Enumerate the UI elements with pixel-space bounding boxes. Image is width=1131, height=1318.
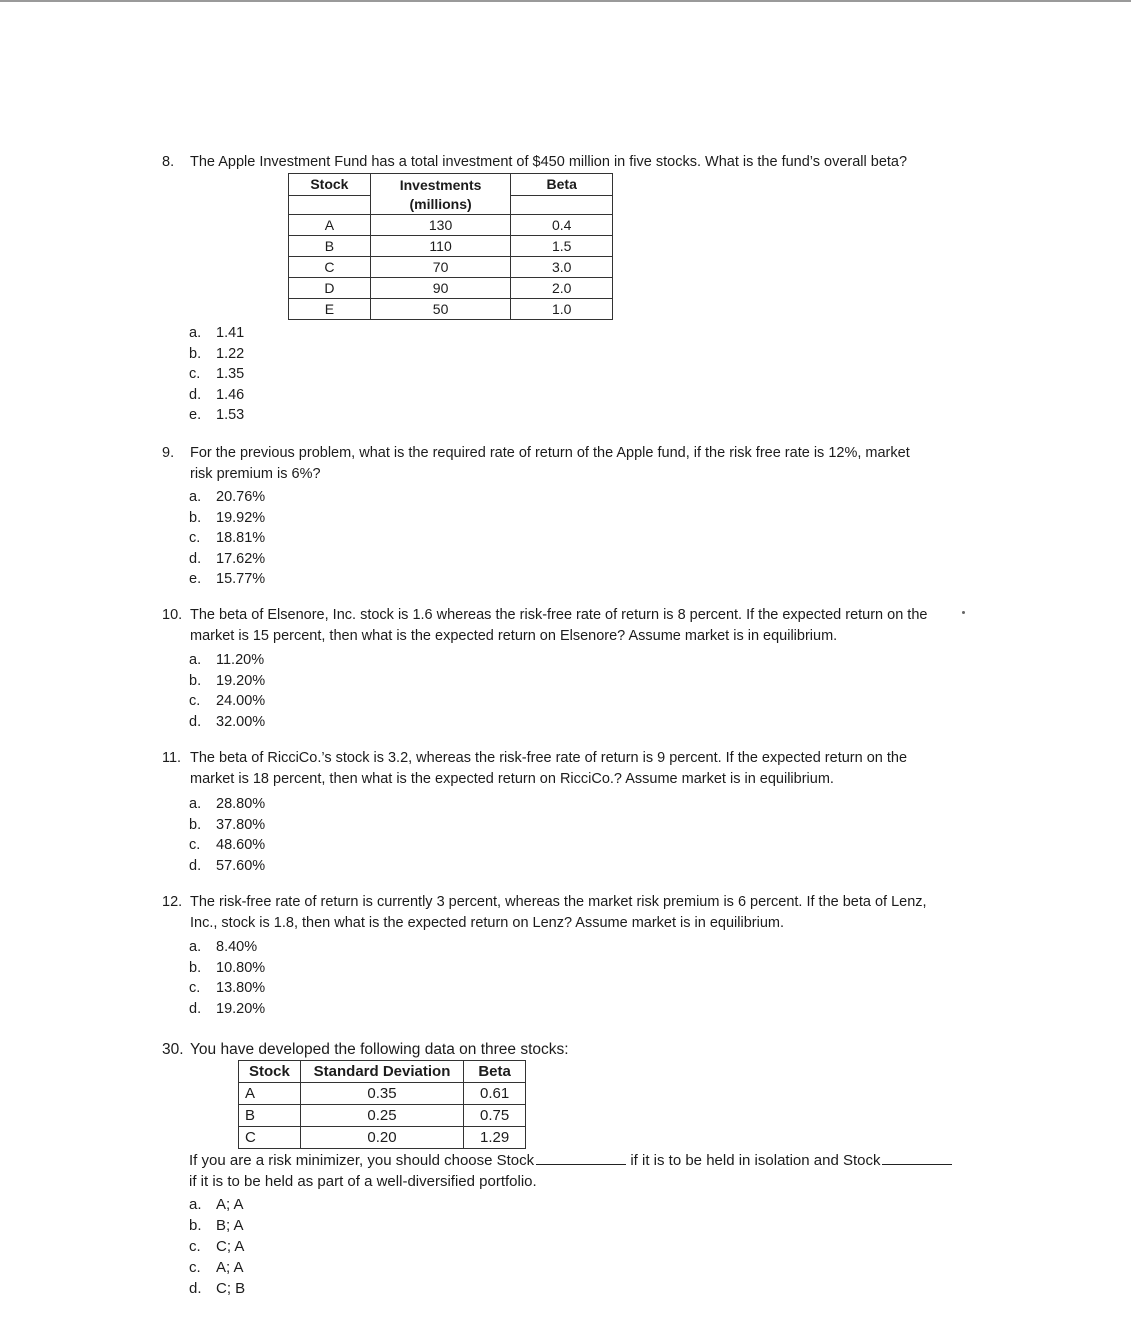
cell-std-dev: 0.25 (300, 1105, 463, 1127)
answer-option (189, 364, 244, 385)
answer-option (189, 385, 244, 406)
option-text: A; A (216, 1259, 244, 1276)
question-text: The risk-free rate of return is currently 3 percent, whereas the market risk premium is 6 percent. If the beta of Lenz, Inc., stock is 1.8, then what is the expected return on Lenz? Assume market is in equilibrium. (190, 894, 927, 931)
answer-option (189, 1215, 245, 1236)
table-header-row (239, 1061, 526, 1083)
stock-investments-table (288, 173, 613, 320)
option-text: 37.80% (216, 816, 266, 833)
cell-stock: E (289, 299, 371, 320)
option-text: 18.81% (216, 530, 266, 546)
answer-option (189, 835, 265, 856)
q9-options (189, 487, 265, 590)
table-row (239, 1127, 526, 1149)
answer-option (189, 650, 265, 671)
question-text: The beta of RicciCo.’s stock is 3.2, whereas the risk-free rate of return is 9 percent. If the expected return on the market is 18 percent, then what is the expected return on RicciCo.? Assume market is in equilibrium. (190, 750, 908, 787)
option-text: 1.22 (216, 345, 245, 362)
question-number: 9. (162, 445, 175, 461)
cell-beta: 0.75 (464, 1105, 526, 1127)
question-number: 30. (162, 1041, 184, 1058)
answer-option (189, 712, 265, 733)
question-text: The beta of Elsenore, Inc. stock is 1.6 whereas the risk-free rate of return is 8 percent. If the expected return on the market is 15 percent, then what is the expected return on Elsenore? Assume market is in equilibrium. (190, 607, 928, 644)
option-letter: c. (189, 1259, 201, 1276)
q10-options (189, 650, 265, 732)
cell-investment: 130 (370, 215, 511, 236)
question-number: 10. (162, 607, 183, 623)
q30-followup-line2 (189, 1171, 789, 1192)
question-text: You have developed the following data on three stocks: (190, 1041, 569, 1058)
question-8 (162, 152, 962, 173)
question-text: The Apple Investment Fund has a total investment of $450 million in five stocks. What is the fund’s overall beta? (190, 154, 908, 170)
table-row (289, 299, 613, 320)
option-letter: d. (189, 550, 202, 567)
q11-options (189, 794, 265, 876)
answer-option (189, 1194, 245, 1215)
option-letter: a. (189, 489, 202, 505)
answer-option (189, 671, 265, 692)
option-text: 19.20% (216, 672, 266, 689)
cell-std-dev: 0.35 (300, 1083, 463, 1105)
option-letter: b. (189, 1217, 202, 1234)
table-row (289, 257, 613, 278)
cell-investment: 70 (370, 257, 511, 278)
option-letter: d. (189, 857, 202, 874)
answer-option (189, 487, 265, 508)
answer-option (189, 528, 265, 549)
cell-beta: 1.29 (464, 1127, 526, 1149)
option-letter: b. (189, 509, 202, 526)
option-text: 8.40% (216, 939, 258, 955)
question-number: 11. (162, 750, 182, 766)
q8-options (189, 323, 244, 426)
option-text: 1.35 (216, 366, 245, 382)
option-letter: d. (189, 386, 202, 403)
option-letter: d. (189, 1280, 202, 1297)
question-10 (162, 605, 952, 647)
header-investments: Investments (millions) (370, 174, 511, 215)
q12-options (189, 937, 265, 1019)
answer-option (189, 344, 244, 365)
cell-beta: 1.0 (511, 299, 613, 320)
answer-option (189, 1278, 245, 1299)
stock-risk-table (238, 1060, 526, 1149)
answer-option (189, 999, 265, 1020)
option-letter: b. (189, 345, 202, 362)
cell-investment: 50 (370, 299, 511, 320)
cell-investment: 90 (370, 278, 511, 299)
question-30 (162, 1039, 862, 1060)
option-text: 24.00% (216, 693, 266, 709)
answer-option (189, 691, 265, 712)
followup-text-part3: if it is to be held as part of a well-diversified portfolio. (189, 1173, 537, 1190)
answer-option (189, 569, 265, 590)
cell-stock: C (289, 257, 371, 278)
header-beta: Beta (464, 1061, 526, 1083)
cell-stock: A (289, 215, 371, 236)
table-header-row (289, 174, 613, 196)
q30-followup-line1 (189, 1150, 989, 1171)
option-text: C; A (216, 1238, 245, 1255)
cell-stock: B (239, 1105, 301, 1127)
header-beta: Beta (511, 174, 613, 196)
answer-blank-2 (882, 1164, 952, 1165)
answer-option (189, 1236, 245, 1257)
table-row (289, 236, 613, 257)
header-std-dev: Standard Deviation (300, 1061, 463, 1083)
cell-beta: 0.4 (511, 215, 613, 236)
cell-beta: 3.0 (511, 257, 613, 278)
cell-stock: B (289, 236, 371, 257)
cell-stock: C (239, 1127, 301, 1149)
answer-option (189, 978, 265, 999)
header-stock: Stock (289, 174, 371, 196)
option-text: 48.60% (216, 837, 266, 853)
option-text: 17.62% (216, 550, 266, 567)
question-number: 8. (162, 154, 175, 170)
page-top-border (0, 0, 1131, 2)
answer-option (189, 549, 265, 570)
answer-option (189, 815, 265, 836)
answer-blank-1 (536, 1164, 626, 1165)
answer-option (189, 937, 265, 958)
option-text: 10.80% (216, 959, 266, 976)
cell-investment: 110 (370, 236, 511, 257)
option-text: 1.53 (216, 407, 245, 423)
option-letter: d. (189, 713, 202, 730)
option-text: B; A (216, 1217, 244, 1234)
option-letter: b. (189, 672, 202, 689)
cell-stock: D (289, 278, 371, 299)
option-letter: e. (189, 571, 202, 587)
cell-std-dev: 0.20 (300, 1127, 463, 1149)
option-letter: a. (189, 939, 202, 955)
option-letter: a. (189, 796, 202, 812)
option-text: 19.20% (216, 1000, 266, 1017)
option-letter: a. (189, 652, 202, 668)
option-letter: c. (189, 366, 201, 382)
option-text: 19.92% (216, 509, 266, 526)
option-text: 13.80% (216, 980, 266, 996)
answer-option (189, 323, 244, 344)
table-row (239, 1083, 526, 1105)
option-letter: c. (189, 837, 201, 853)
cell-beta: 2.0 (511, 278, 613, 299)
table-row (289, 278, 613, 299)
option-text: 20.76% (216, 489, 266, 505)
table-row (289, 215, 613, 236)
option-text: 28.80% (216, 796, 266, 812)
question-11 (162, 748, 952, 790)
option-letter: c. (189, 530, 201, 546)
answer-option (189, 1257, 245, 1278)
question-number: 12. (162, 894, 183, 910)
cell-beta: 0.61 (464, 1083, 526, 1105)
answer-option (189, 794, 265, 815)
header-stock: Stock (239, 1061, 301, 1083)
option-text: 11.20% (216, 652, 265, 668)
answer-option (189, 856, 265, 877)
cell-stock: A (239, 1083, 301, 1105)
option-letter: a. (189, 1196, 202, 1213)
cell-beta: 1.5 (511, 236, 613, 257)
q30-options (189, 1194, 245, 1299)
option-letter: c. (189, 1238, 201, 1255)
answer-option (189, 958, 265, 979)
option-text: 57.60% (216, 857, 266, 874)
followup-text-part1: If you are a risk minimizer, you should choose Stock (189, 1152, 535, 1169)
question-12 (162, 892, 942, 934)
option-text: 1.46 (216, 386, 245, 403)
option-letter: a. (189, 325, 202, 341)
option-text: 32.00% (216, 713, 266, 730)
answer-option (189, 508, 265, 529)
option-letter: e. (189, 407, 202, 423)
question-9 (162, 443, 922, 485)
followup-text-part2: if it is to be held in isolation and Stock (630, 1152, 881, 1169)
option-letter: d. (189, 1000, 202, 1017)
option-text: C; B (216, 1280, 246, 1297)
option-letter: b. (189, 959, 202, 976)
option-text: A; A (216, 1196, 244, 1213)
option-text: 1.41 (216, 325, 245, 341)
table-row (239, 1105, 526, 1127)
answer-option (189, 405, 244, 426)
option-letter: b. (189, 816, 202, 833)
question-text: For the previous problem, what is the required rate of return of the Apple fund, if the risk free rate is 12%, market risk premium is 6%? (190, 445, 910, 482)
option-letter: c. (189, 693, 201, 709)
stray-mark (962, 611, 965, 614)
option-text: 15.77% (216, 571, 266, 587)
option-letter: c. (189, 980, 201, 996)
